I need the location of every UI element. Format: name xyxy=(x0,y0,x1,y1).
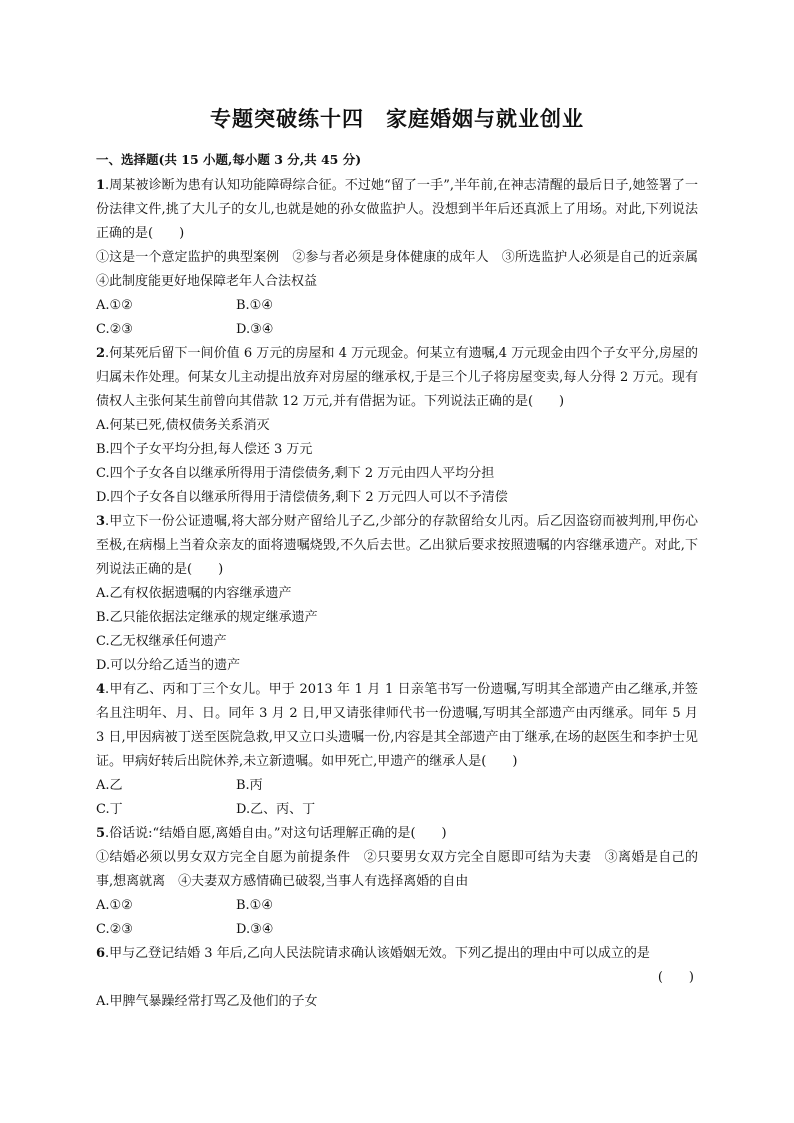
question-5 xyxy=(96,822,698,942)
question-stem: 6.甲与乙登记结婚 3 年后,乙向人民法院请求确认该婚姻无效。下列乙提出的理由中可以成立的是 xyxy=(96,946,650,961)
option-c: C.四个子女各自以继承所得用于清偿债务,剩下 2 万元由四人平均分担 xyxy=(96,466,495,481)
question-1 xyxy=(96,174,712,342)
question-number: 6 xyxy=(96,946,106,961)
option-b: B.丙 xyxy=(236,778,263,793)
option-a: A.①② xyxy=(96,898,133,913)
option-d: D.四个子女各自以继承所得用于清偿债务,剩下 2 万元四人可以不予清偿 xyxy=(96,490,508,505)
option-c: C.丁 xyxy=(96,802,123,817)
question-6 xyxy=(96,942,698,1014)
question-4 xyxy=(96,678,698,822)
option-a: A.乙 xyxy=(96,778,123,793)
answer-parentheses: ( ) xyxy=(657,970,694,985)
option-d: D.③④ xyxy=(236,322,274,337)
question-stem: 5.俗话说:“结婚自愿,离婚自由。”对这句话理解正确的是( ) xyxy=(96,826,447,841)
option-a: A.何某已死,债权债务关系消灭 xyxy=(96,418,270,433)
option-a: A.甲脾气暴躁经常打骂乙及他们的子女 xyxy=(96,994,318,1009)
question-3 xyxy=(96,510,698,678)
question-statements: ①这是一个意定监护的典型案例 ②参与者必须是身体健康的成年人 ③所选监护人必须是自己的近亲属 ④此制度能更好地保障老年人合法权益 xyxy=(96,250,712,289)
question-stem: 4.甲有乙、丙和丁三个女儿。甲于 2013 年 1 月 1 日亲笔书写一份遗嘱,写明其全部遗产由乙继承,并签名且注明年、月、日。同年 3 月 2 日,甲又请张律师代书一份遗嘱,写明其全部遗产由丙继承。同年 5 月 3 日,甲因病被丁送至医院急救,甲又立口头遗嘱一份,内容是其全部遗产由丁继承,在场的赵医生和李护士见证。甲病好转后出院休养,未立新遗嘱。如甲死亡,甲遗产的继承人是( ) xyxy=(96,682,698,769)
question-number: 4 xyxy=(96,682,106,697)
page-title: 专题突破练十四 家庭婚姻与就业创业 xyxy=(210,106,584,131)
question-statements: ①结婚必须以男女双方完全自愿为前提条件 ②只要男女双方完全自愿即可结为夫妻 ③离婚是自己的事,想离就离 ④夫妻双方感情确已破裂,当事人有选择离婚的自由 xyxy=(96,850,698,889)
question-stem: 3.甲立下一份公证遗嘱,将大部分财产留给儿子乙,少部分的存款留给女儿丙。后乙因盗窃而被判刑,甲伤心至极,在病榻上当着众亲友的面将遗嘱烧毁,不久后去世。乙出狱后要求按照遗嘱的内容继承遗产。对此,下列说法正确的是( ) xyxy=(96,514,698,577)
question-number: 5 xyxy=(96,826,106,841)
option-a: A.①② xyxy=(96,298,133,313)
option-c: C.②③ xyxy=(96,322,133,337)
option-d: D.可以分给乙适当的遗产 xyxy=(96,658,241,673)
option-b: B.①④ xyxy=(236,298,273,313)
question-2 xyxy=(96,342,698,510)
option-d: D.③④ xyxy=(236,922,274,937)
option-a: A.乙有权依据遗嘱的内容继承遗产 xyxy=(96,586,292,601)
question-stem: 2.何某死后留下一间价值 6 万元的房屋和 4 万元现金。何某立有遗嘱,4 万元现金由四个子女平分,房屋的归属未作处理。何某女儿主动提出放弃对房屋的继承权,于是三个儿子将房屋变卖,每人分得 2 万元。现有债权人主张何某生前曾向其借款 12 万元,并有借据为证。下列说法正确的是( ) xyxy=(96,346,698,409)
question-number: 3 xyxy=(96,514,106,529)
question-stem: 1.周某被诊断为患有认知功能障碍综合征。不过她“留了一手”,半年前,在神志清醒的最后日子,她签署了一份法律文件,挑了大儿子的女儿,也就是她的孙女做监护人。没想到半年后还真派上了用场。对此,下列说法正确的是( ) xyxy=(96,178,698,241)
option-b: B.乙只能依据法定继承的规定继承遗产 xyxy=(96,610,318,625)
option-d: D.乙、丙、丁 xyxy=(236,802,316,817)
option-b: B.①④ xyxy=(236,898,273,913)
question-number: 2 xyxy=(96,346,106,361)
option-c: C.②③ xyxy=(96,922,133,937)
option-c: C.乙无权继承任何遗产 xyxy=(96,634,227,649)
question-number: 1 xyxy=(96,178,106,193)
section-heading: 一、选择题(共 15 小题,每小题 3 分,共 45 分) xyxy=(96,152,362,167)
option-b: B.四个子女平均分担,每人偿还 3 万元 xyxy=(96,442,313,457)
